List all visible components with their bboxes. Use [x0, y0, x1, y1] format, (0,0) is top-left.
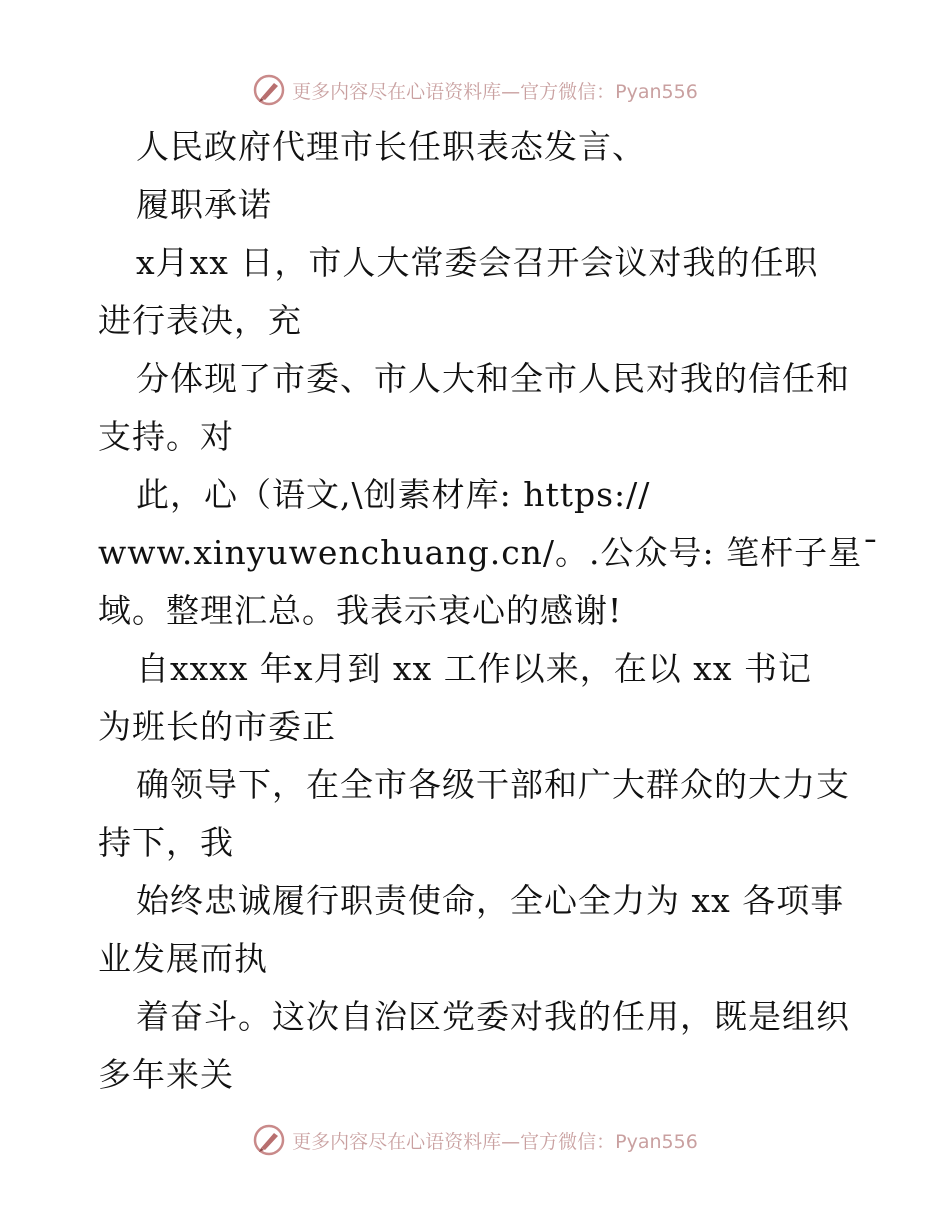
- watermark-text-top: 更多内容尽在心语资料库—官方微信：Pyan556: [292, 80, 698, 103]
- header-watermark: [0, 70, 950, 110]
- text-line: 域。整理汇总。我表示衷心的感谢!: [98, 591, 623, 630]
- text-line: 为班长的市委正: [98, 707, 336, 746]
- text-line: 始终忠诚履行职责使命，全心全力为 xx 各项事: [136, 881, 845, 920]
- text-line: 履职承诺: [136, 185, 272, 224]
- pen-logo-icon: [252, 1123, 286, 1157]
- text-line: 确领导下，在全市各级干部和广大群众的大力支: [136, 765, 850, 804]
- text-line: 自xxxx 年x月到 xx 工作以来，在以 xx 书记: [136, 649, 812, 688]
- text-line: 持下，我: [98, 823, 234, 862]
- text-line: 业发展而执: [98, 939, 268, 978]
- text-line: x月xx 日，市人大常委会召开会议对我的任职: [136, 243, 819, 282]
- pen-logo-icon: [252, 73, 286, 107]
- footer-watermark: [0, 1120, 950, 1160]
- text-line: 多年来关: [98, 1055, 234, 1094]
- text-line: 进行表决，充: [98, 301, 302, 340]
- text-line: 支持。对: [98, 417, 234, 456]
- watermark-text-bottom: 更多内容尽在心语资料库—官方微信：Pyan556: [292, 1130, 698, 1153]
- text-line: 分体现了市委、市人大和全市人民对我的信任和: [136, 359, 850, 398]
- text-line: 着奋斗。这次自治区党委对我的任用，既是组织: [136, 997, 850, 1036]
- text-line: 人民政府代理市长任职表态发言、: [136, 127, 646, 166]
- text-line: 此，心（语文,\创素材库: https://: [136, 475, 651, 514]
- text-line: www.xinyuwenchuang.cn/。.公众号: 笔杆子星¯: [98, 533, 880, 572]
- document-body: [98, 118, 880, 1104]
